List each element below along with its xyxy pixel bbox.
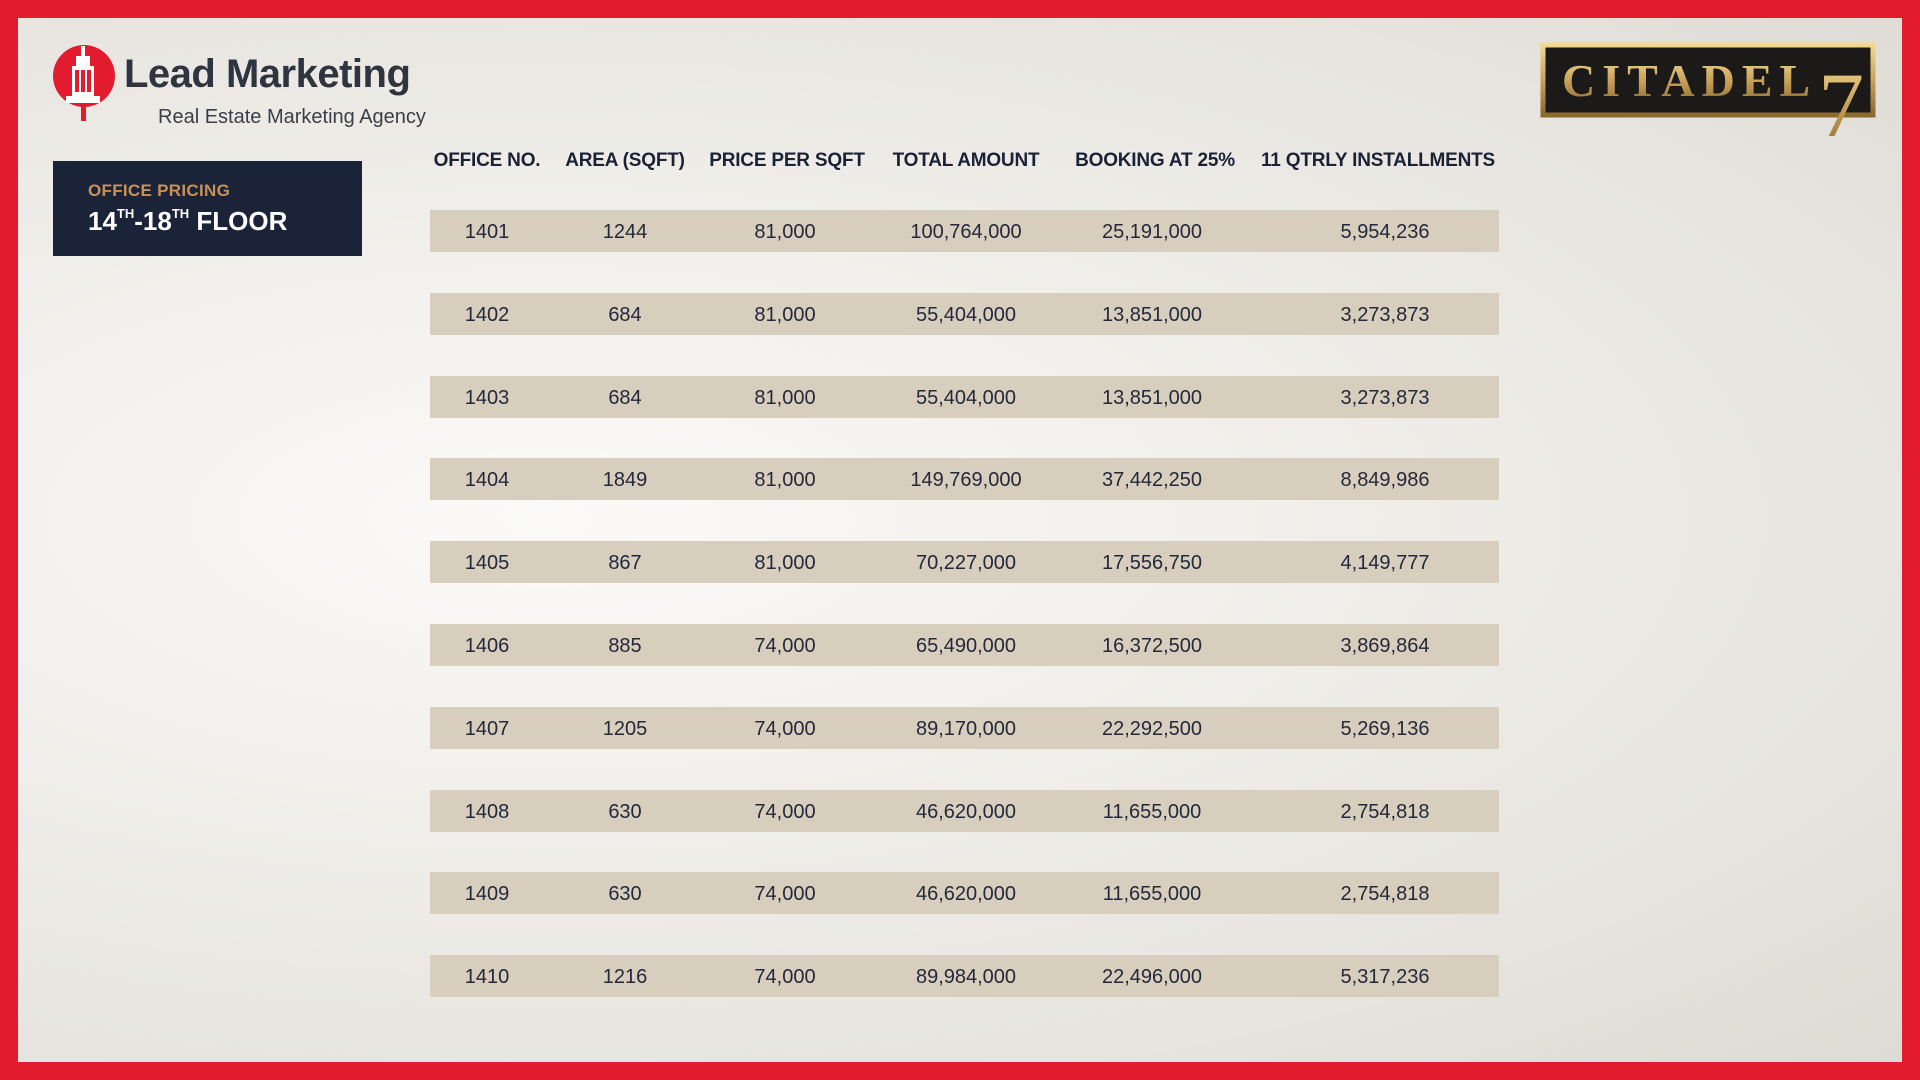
cell-price-per-sqft: 74,000 — [754, 718, 816, 740]
cell-total-amount: 89,984,000 — [915, 966, 1017, 988]
cell-total-amount: 46,620,000 — [915, 801, 1017, 823]
cell-price-per-sqft: 81,000 — [754, 552, 816, 574]
cell-price-per-sqft: 81,000 — [754, 221, 816, 243]
cell-total-amount: 100,764,000 — [910, 221, 1022, 243]
table-row — [430, 376, 1499, 418]
cell-area-sqft: 1216 — [602, 966, 648, 988]
header-qtrly-installments: 11 QTRLY INSTALLMENTS — [1260, 150, 1496, 171]
header-booking-25: BOOKING AT 25% — [1075, 150, 1235, 171]
cell-booking-25: 22,292,500 — [1101, 718, 1203, 740]
cell-qtrly-installments: 3,273,873 — [1340, 387, 1430, 409]
cell-office-no: 1401 — [464, 221, 510, 243]
cell-booking-25: 22,496,000 — [1101, 966, 1203, 988]
citadel-wordmark: CITADEL — [1562, 55, 1818, 106]
table-row — [430, 790, 1499, 832]
floor-to-suffix: TH — [171, 206, 190, 222]
cell-qtrly-installments: 5,954,236 — [1340, 221, 1430, 243]
cell-office-no: 1407 — [464, 718, 510, 740]
cell-qtrly-installments: 4,149,777 — [1340, 552, 1430, 574]
cell-price-per-sqft: 74,000 — [754, 966, 816, 988]
cell-booking-25: 11,655,000 — [1102, 883, 1202, 905]
cell-area-sqft: 1205 — [602, 718, 648, 740]
cell-area-sqft: 1244 — [602, 221, 648, 243]
brand-tagline: Real Estate Marketing Agency — [158, 106, 426, 128]
cell-booking-25: 13,851,000 — [1101, 387, 1203, 409]
table-row — [430, 624, 1499, 666]
cell-qtrly-installments: 2,754,818 — [1340, 883, 1430, 905]
table-row — [430, 458, 1499, 500]
cell-office-no: 1405 — [464, 552, 510, 574]
cell-office-no: 1403 — [464, 387, 510, 409]
header-total-amount: TOTAL AMOUNT — [892, 150, 1040, 171]
table-row — [430, 293, 1499, 335]
table-row — [430, 872, 1499, 914]
cell-area-sqft: 1849 — [602, 469, 648, 491]
cell-price-per-sqft: 81,000 — [754, 304, 816, 326]
floor-separator: -18 — [134, 206, 172, 236]
cell-booking-25: 25,191,000 — [1101, 221, 1203, 243]
table-row — [430, 707, 1499, 749]
cell-total-amount: 65,490,000 — [915, 635, 1017, 657]
cell-price-per-sqft: 74,000 — [754, 635, 816, 657]
cell-area-sqft: 684 — [608, 387, 642, 409]
cell-qtrly-installments: 3,273,873 — [1340, 304, 1430, 326]
cell-booking-25: 13,851,000 — [1101, 304, 1203, 326]
cell-total-amount: 46,620,000 — [915, 883, 1017, 905]
pricing-table — [18, 18, 1902, 1062]
cell-price-per-sqft: 74,000 — [754, 801, 816, 823]
floor-from: 14 — [88, 206, 117, 236]
cell-qtrly-installments: 2,754,818 — [1340, 801, 1430, 823]
cell-area-sqft: 885 — [608, 635, 642, 657]
floor-word: FLOOR — [189, 206, 288, 236]
cell-area-sqft: 867 — [608, 552, 642, 574]
cell-qtrly-installments: 5,269,136 — [1340, 718, 1430, 740]
cell-office-no: 1406 — [464, 635, 510, 657]
pricing-slide — [18, 18, 1902, 1062]
cell-total-amount: 55,404,000 — [915, 304, 1017, 326]
cell-office-no: 1402 — [464, 304, 510, 326]
cell-booking-25: 16,372,500 — [1101, 635, 1203, 657]
cell-office-no: 1408 — [464, 801, 510, 823]
cell-office-no: 1410 — [464, 966, 510, 988]
cell-qtrly-installments: 5,317,236 — [1340, 966, 1430, 988]
cell-total-amount: 55,404,000 — [915, 387, 1017, 409]
cell-total-amount: 89,170,000 — [915, 718, 1017, 740]
header-office-no: OFFICE NO. — [433, 150, 541, 171]
cell-area-sqft: 684 — [608, 304, 642, 326]
cell-office-no: 1404 — [464, 469, 510, 491]
cell-total-amount: 70,227,000 — [915, 552, 1017, 574]
cell-price-per-sqft: 74,000 — [754, 883, 816, 905]
cell-qtrly-installments: 8,849,986 — [1340, 469, 1430, 491]
cell-qtrly-installments: 3,869,864 — [1340, 635, 1430, 657]
table-row — [430, 210, 1499, 252]
cell-price-per-sqft: 81,000 — [754, 387, 816, 409]
floor-from-suffix: TH — [116, 206, 135, 222]
brand-name: Lead Marketing — [124, 52, 411, 96]
cell-price-per-sqft: 81,000 — [754, 469, 816, 491]
cell-office-no: 1409 — [464, 883, 510, 905]
office-pricing-label: OFFICE PRICING — [88, 181, 231, 200]
header-price-per-sqft: PRICE PER SQFT — [709, 150, 865, 171]
cell-booking-25: 17,556,750 — [1101, 552, 1203, 574]
cell-booking-25: 11,655,000 — [1102, 801, 1202, 823]
table-row — [430, 955, 1499, 997]
cell-area-sqft: 630 — [608, 801, 642, 823]
cell-total-amount: 149,769,000 — [910, 469, 1022, 491]
cell-area-sqft: 630 — [608, 883, 642, 905]
header-area-sqft: AREA (SQFT) — [565, 150, 685, 171]
citadel-numeral: 7 — [1818, 54, 1864, 154]
cell-booking-25: 37,442,250 — [1101, 469, 1203, 491]
table-row — [430, 541, 1499, 583]
